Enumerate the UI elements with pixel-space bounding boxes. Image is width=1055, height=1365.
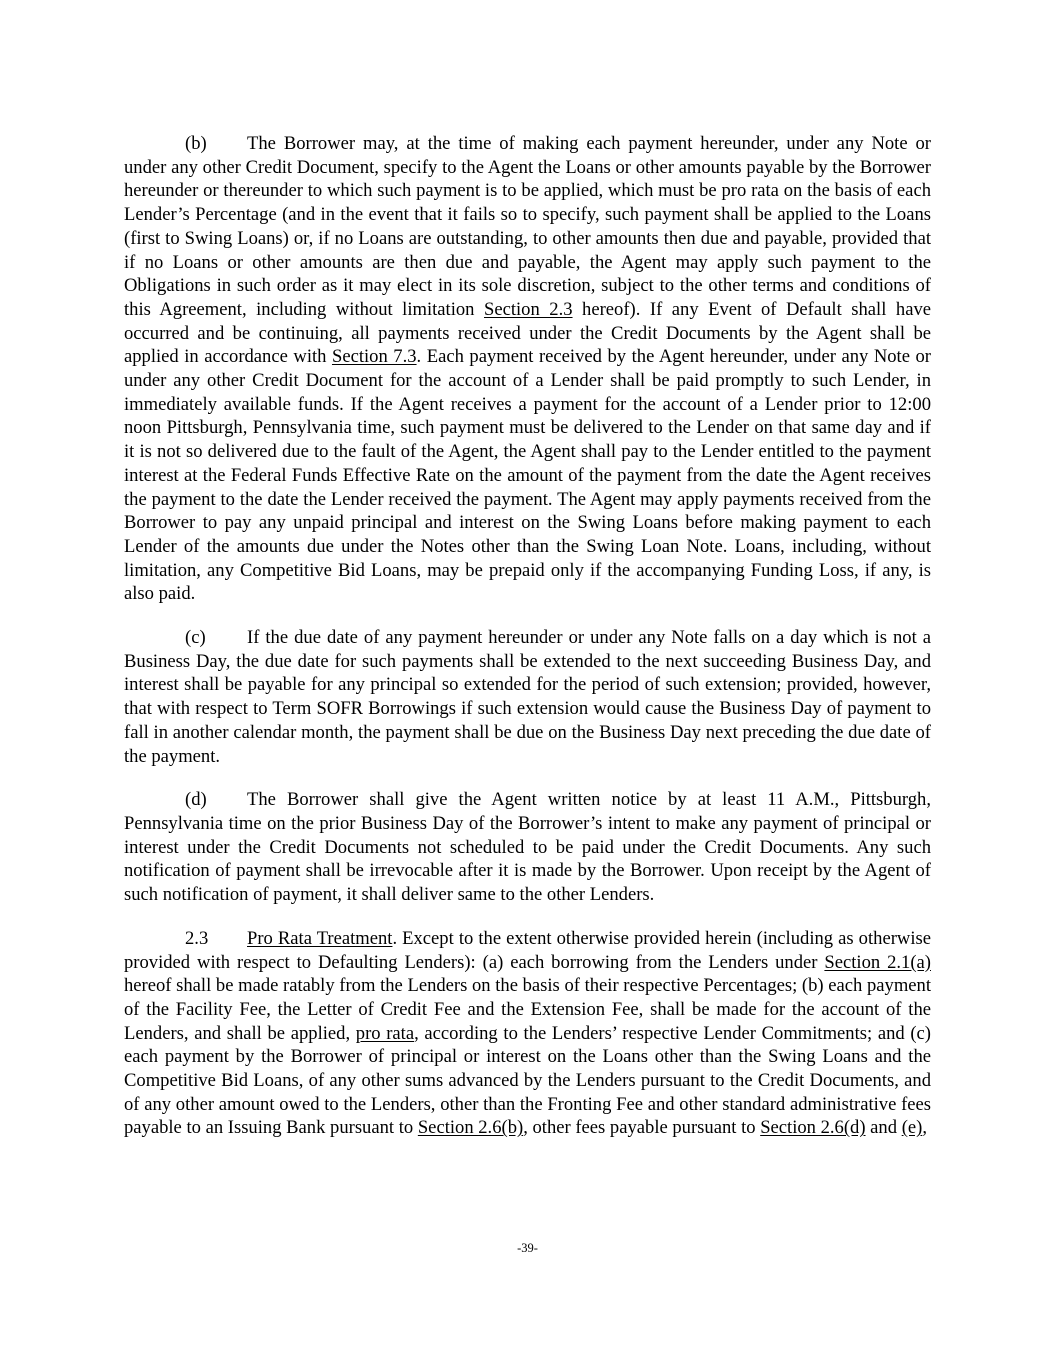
paragraph-text: , according to the Lenders’ respective Lender Commitments; and (c) each payment by the Borrower of principal or interest on the Loans other than the Swing Loans and the Competitive Bid Loans, of any other sums advanced by the Lenders pursuant to the Credit Documents, and of any other amount owed to the Lenders, other than the Fronting Fee and other standard administrative fees payable to an Issuing Bank pursuant to (124, 1022, 931, 1139)
paragraph-text: If the due date of any payment hereunder or under any Note falls on a day which is not a Business Day, the due date for such payments shall be extended to the next succeeding Business Day, and interest shall be payable for any principal so extended for the period of such extension; provided, however, that with respect to Term SOFR Borrowings if such extension would cause the Business Day of payment to fall in another calendar month, the payment shall be due on the Business Day next preceding the due date of the payment. (124, 627, 931, 767)
paragraph-d (124, 788, 931, 907)
page-number: -39- (517, 1241, 538, 1255)
paragraph-text: , other fees payable pursuant to (523, 1117, 761, 1139)
section-reference: Section 7.3 (331, 346, 417, 368)
section-reference: Section 2.1(a) (824, 951, 931, 973)
paragraph-b (124, 132, 931, 606)
section-number: 2.3 (185, 927, 209, 949)
section-reference: Section 2.6(b) (417, 1117, 524, 1139)
paragraph-text: . Each payment received by the Agent hereunder, under any Note or under any other Credit Document for the account of a Lender shall be paid promptly to such Lender, in immediately available funds. If the Agent receives a payment for the account of a Lender prior to 12:00 noon Pittsburgh, Pennsylvania time, such payment must be delivered to the Lender on that same day and if it is not so delivered due to the fault of the Agent, the Agent shall pay to the Lender entitled to the payment interest at the Federal Funds Effective Rate on the amount of the payment from the date the Agent receives the payment to the date the Lender received the payment. The Agent may apply payments received from the Borrower to pay any unpaid principal and interest on the Swing Loans before making payment to each Lender of the amounts due under the Notes other than the Swing Loan Note. Loans, including, without limitation, any Competitive Bid Loans, may be prepaid only if the accompanying Funding Loss, if any, is also paid. (124, 346, 931, 605)
section-reference: Section 2.6(d) (760, 1117, 866, 1139)
section-reference: Section 2.3 (484, 298, 573, 320)
paragraph-text: The Borrower shall give the Agent written notice by at least 11 A.M., Pittsburgh, Pennsylvania time on the prior Business Day of the Borrower’s intent to make any payment of principal or interest under the Credit Documents not scheduled to be paid under the Credit Documents. Any such notification of payment shall be irrevocable after it is made by the Borrower. Upon receipt by the Agent of such notification of payment, it shall deliver same to the other Lenders. (124, 789, 931, 906)
paragraph-text: . Except to the extent otherwise provided herein (including as otherwise provided with respect to Defaulting Lenders): (a) each borrowing from the Lenders under (124, 927, 931, 973)
paragraph-text: and (865, 1117, 902, 1139)
paragraph-marker: (d) (185, 789, 207, 811)
paragraph-text: The Borrower may, at the time of making each payment hereunder, under any Note or under any other Credit Document, specify to the Agent the Loans or other amounts payable by the Borrower hereunder or thereunder to which such payment is to be applied, which must be pro rata on the basis of each Lender’s Percentage (and in the event that it fails so to specify, such payment shall be applied to the Loans (first to Swing Loans) or, if no Loans are outstanding, to other amounts then due and payable, provided that if no Loans or other amounts are then due and payable, the Agent may apply such payment to the Obligations in such order as it may elect in its sole discretion, subject to the other terms and conditions of this Agreement, including without limitation (124, 133, 931, 320)
paragraph-marker: (b) (185, 133, 207, 154)
section-reference: (e) (901, 1117, 923, 1139)
paragraph-text: hereof). If any Event of Default shall have occurred and be continuing, all payments received under the Credit Documents by the Agent shall be applied in accordance with (124, 298, 931, 368)
paragraph-marker: (c) (185, 627, 206, 649)
section-heading: Pro Rata Treatment (247, 927, 393, 949)
section-2-3 (124, 927, 931, 1140)
paragraph-text: , (922, 1117, 927, 1139)
emphasized-term: pro rata (355, 1022, 415, 1044)
document-page (124, 132, 931, 1160)
paragraph-text: hereof shall be made ratably from the Lenders on the basis of their respective Percentages; (b) each payment of the Facility Fee, the Letter of Credit Fee and the Extension Fee, shall be made for the account of the Lenders, and shall be applied, (124, 975, 931, 1044)
paragraph-c (124, 626, 931, 768)
